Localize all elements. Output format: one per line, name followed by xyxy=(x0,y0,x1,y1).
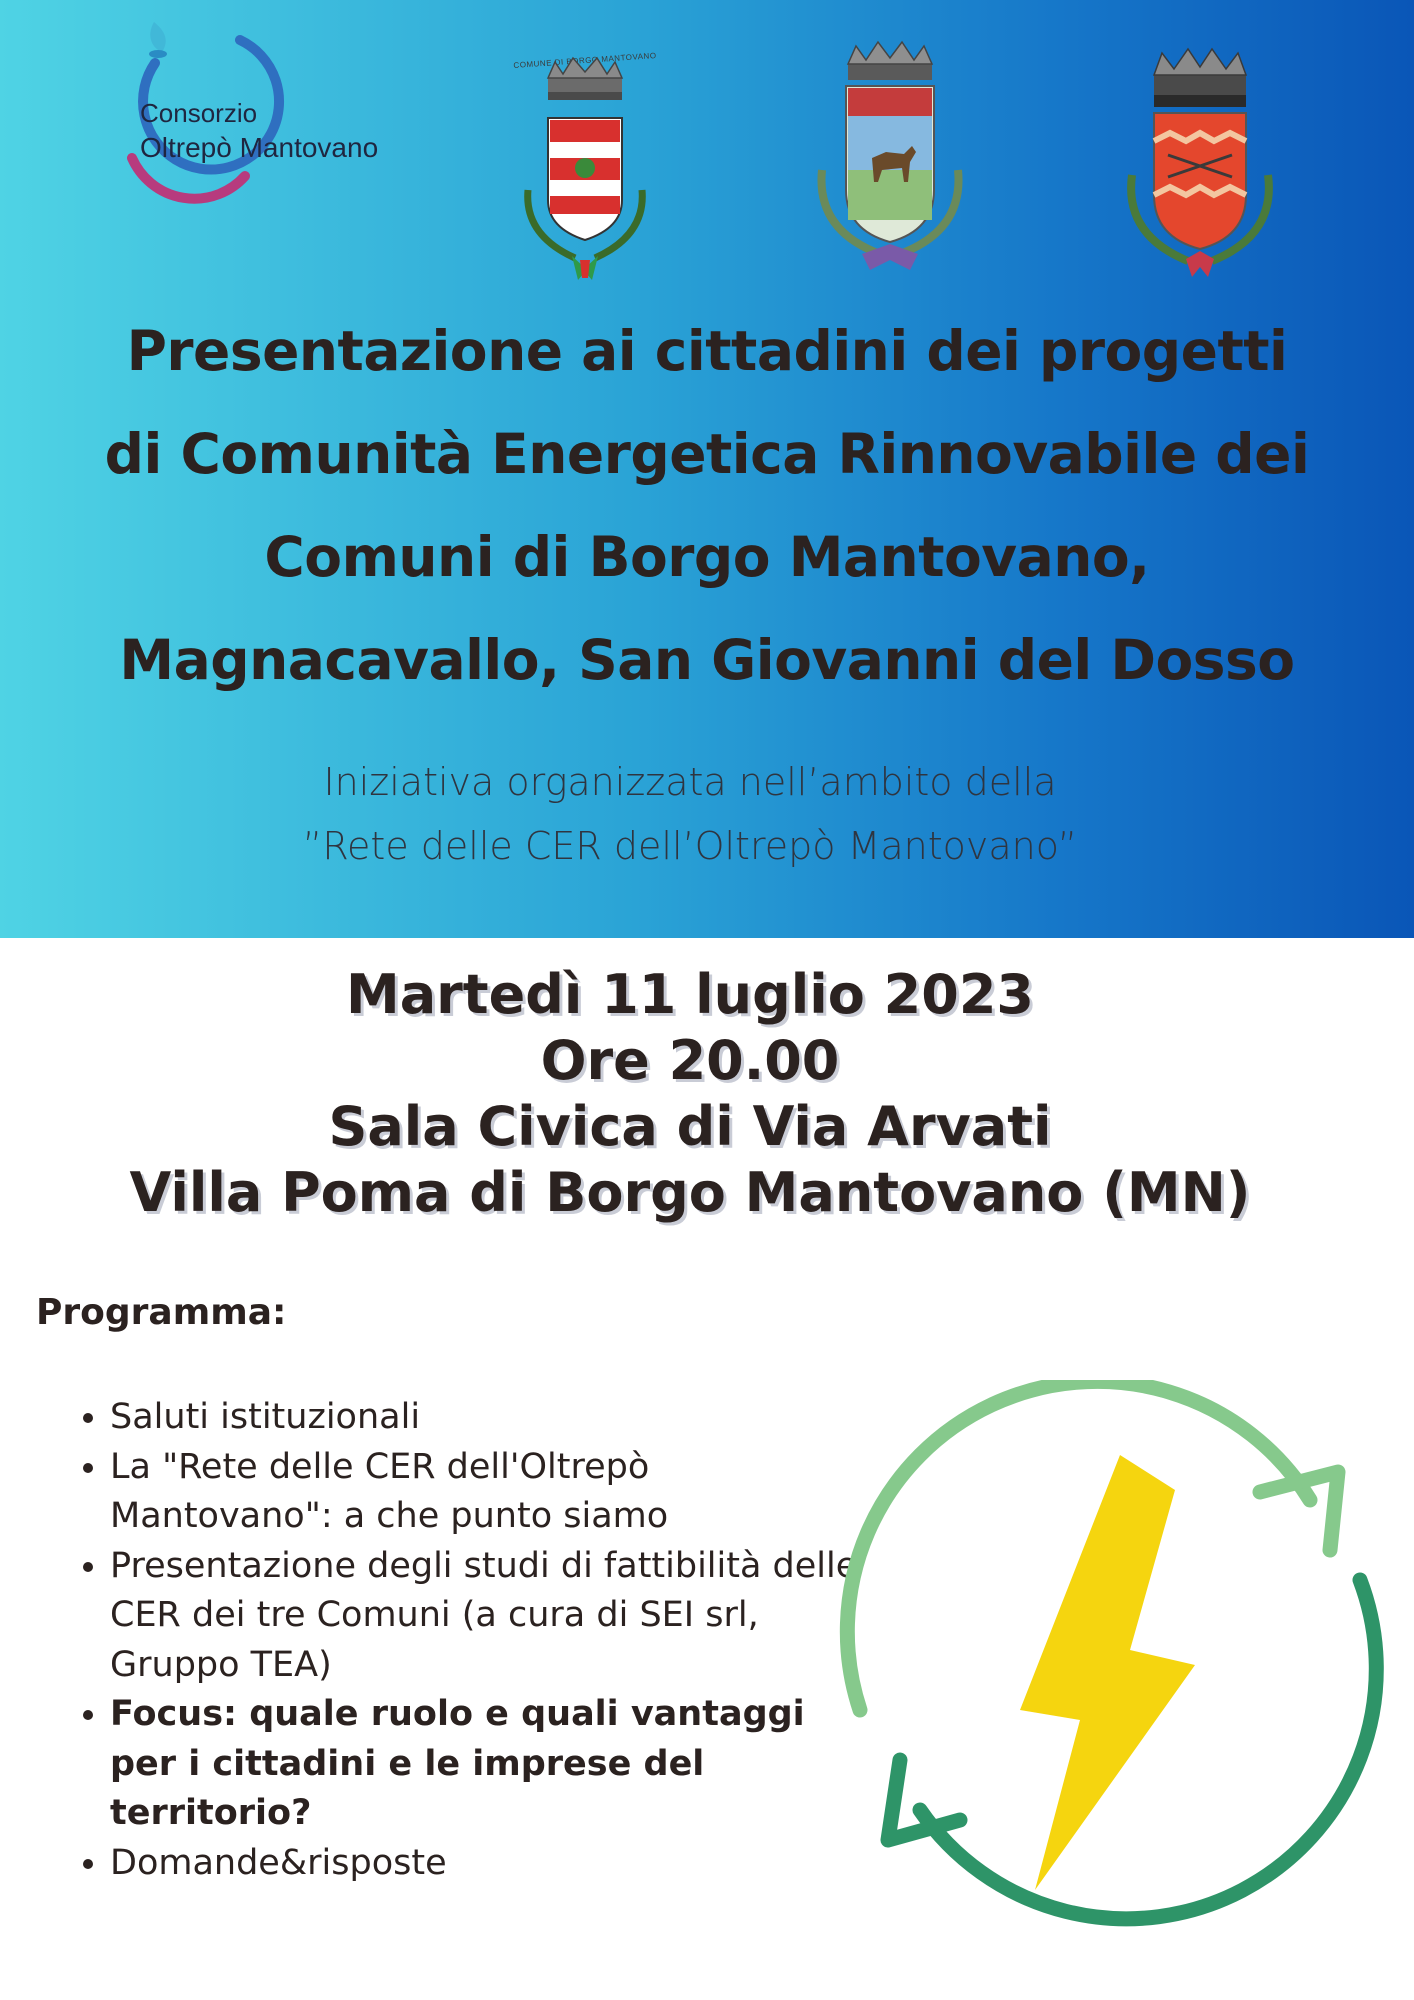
renewable-energy-icon xyxy=(830,1380,1390,1940)
list-item: • Presentazione degli studi di fattibilità delle CER dei tre Comuni (a cura di SEI srl, Gruppo TEA) xyxy=(110,1542,870,1691)
logo-line-consorzio: Consorzio xyxy=(140,98,258,128)
event-venue: Sala Civica di Via Arvati xyxy=(328,1095,1052,1158)
event-location: Villa Poma di Borgo Mantovano (MN) xyxy=(129,1161,1251,1224)
program-heading: Programma: xyxy=(36,1292,287,1333)
title-line: Comuni di Borgo Mantovano, xyxy=(264,525,1150,589)
event-date: Martedì 11 luglio 2023 xyxy=(346,963,1034,1026)
list-item: • Domande&risposte xyxy=(110,1839,870,1889)
lightning-bolt-icon xyxy=(1020,1455,1195,1890)
event-details xyxy=(0,962,1380,1226)
event-time: Ore 20.00 xyxy=(540,1029,840,1092)
subtitle-line: ”Rete delle CER dell’Oltrepò Mantovano” xyxy=(302,824,1078,868)
title-line: Magnacavallo, San Giovanni del Dosso xyxy=(119,628,1295,692)
title-line: di Comunità Energetica Rinnovabile dei xyxy=(104,422,1310,486)
logo-line-oltrepo: Oltrepò Mantovano xyxy=(140,132,379,163)
crest-borgo-caption: COMUNE DI BORGO MANTOVANO xyxy=(513,51,657,70)
subtitle xyxy=(0,750,1380,878)
crest-san-giovanni-icon xyxy=(1110,45,1290,285)
list-item: • La "Rete delle CER dell'Oltrepò Mantovano": a che punto siamo xyxy=(110,1443,870,1542)
program-list xyxy=(70,1393,870,1888)
list-item: • Saluti istituzionali xyxy=(110,1393,870,1443)
crest-magnacavallo-icon xyxy=(800,40,980,280)
page-title xyxy=(0,300,1414,712)
list-item: • Focus: quale ruolo e quali vantaggi per i cittadini e le imprese del territorio? xyxy=(110,1690,870,1839)
crest-borgo-mantovano-icon xyxy=(500,50,670,290)
title-line: Presentazione ai cittadini dei progetti xyxy=(126,319,1288,383)
subtitle-line: Iniziativa organizzata nell’ambito della xyxy=(323,760,1057,804)
header-banner xyxy=(0,0,1414,938)
